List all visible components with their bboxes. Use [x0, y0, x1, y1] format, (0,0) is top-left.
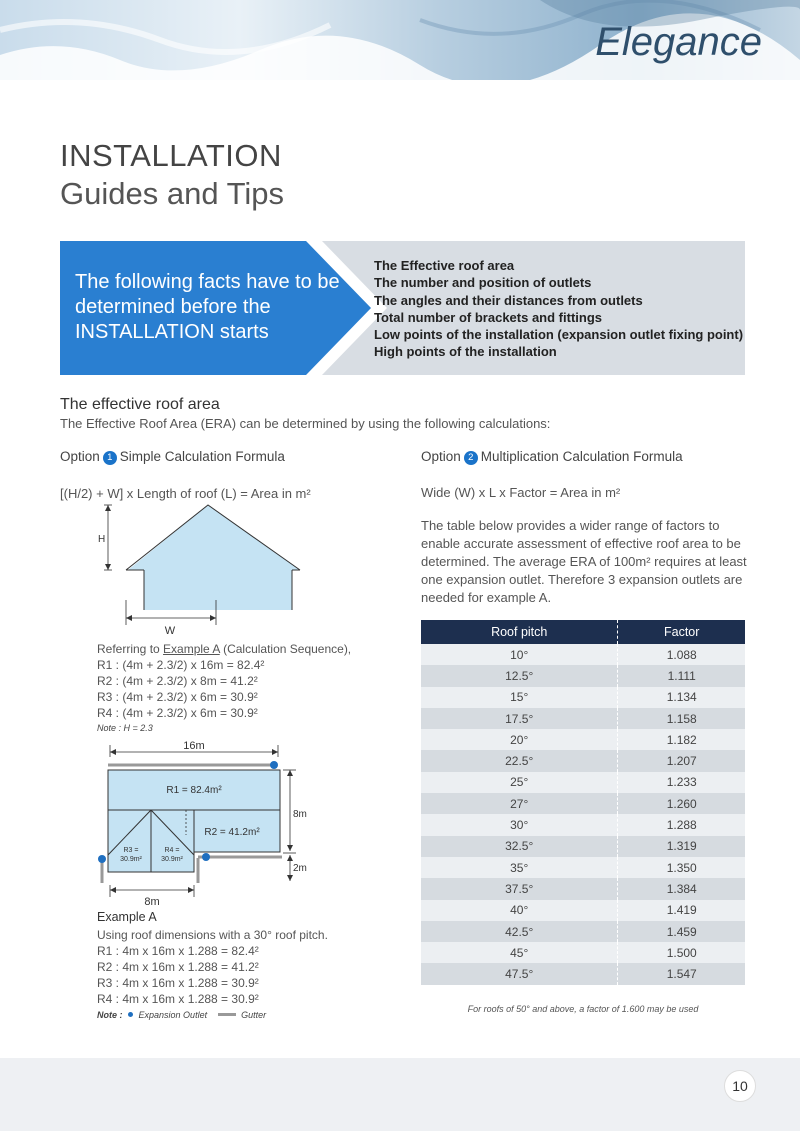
- facts-item: Low points of the installation (expansion outlet fixing point): [374, 327, 744, 343]
- cell-roof-pitch: 37.5°: [421, 878, 618, 899]
- table-row: [421, 878, 745, 899]
- roof-plan-diagram: [90, 735, 320, 910]
- table-row: [421, 921, 745, 942]
- plan-bottom-dim: 8m: [144, 896, 160, 908]
- option2-formula: Wide (W) x L x Factor = Area in m²: [421, 485, 621, 500]
- table-row: [421, 814, 745, 835]
- plan-r2: R2 = 41.2m²: [204, 827, 260, 838]
- cell-roof-pitch: 15°: [421, 687, 618, 708]
- cell-factor: 1.547: [618, 963, 745, 984]
- facts-item: High points of the installation: [374, 344, 557, 360]
- cell-roof-pitch: 25°: [421, 772, 618, 793]
- plan-r3-value: 30.9m²: [120, 856, 142, 863]
- calc-line: R1 : (4m + 2.3/2) x 16m = 82.4²: [97, 658, 265, 672]
- referring-suffix: (Calculation Sequence),: [219, 642, 352, 656]
- note-h: Note : H = 2.3: [97, 723, 153, 733]
- facts-lead-text: The following facts have to be determined before the INSTALLATION starts: [75, 271, 340, 343]
- plan-right-dim: 8m: [293, 809, 307, 820]
- option-label: Multiplication Calculation Formula: [480, 449, 683, 464]
- table-row: [421, 857, 745, 878]
- page-subtitle: Guides and Tips: [60, 176, 285, 211]
- page-number: 10: [724, 1070, 756, 1102]
- cell-roof-pitch: 32.5°: [421, 836, 618, 857]
- table-footnote: For roofs of 50° and above, a factor of 1.600 may be used: [467, 1004, 699, 1014]
- table-row: [421, 963, 745, 984]
- era-description: The Effective Roof Area (ERA) can be determined by using the following calculations:: [60, 416, 551, 431]
- option2-heading: [421, 449, 683, 465]
- legend-gutter: Gutter: [241, 1010, 267, 1020]
- example-description: Using roof dimensions with a 30° roof pitch.: [97, 928, 328, 942]
- table-row: [421, 772, 745, 793]
- cell-factor: 1.233: [618, 772, 745, 793]
- calc-line: R2 : (4m + 2.3/2) x 8m = 41.2²: [97, 674, 258, 688]
- table-row: [421, 665, 745, 686]
- table-row: [421, 687, 745, 708]
- table-row: [421, 750, 745, 771]
- plan-r4-value: 30.9m²: [161, 856, 183, 863]
- roof-pitch-factor-table: [421, 620, 745, 985]
- option-word: Option: [421, 449, 461, 464]
- cell-roof-pitch: 30°: [421, 814, 618, 835]
- cell-factor: 1.088: [618, 644, 745, 665]
- brand-logo: Elegance: [595, 20, 762, 64]
- example-line: R2 : 4m x 16m x 1.288 = 41.2²: [97, 960, 259, 974]
- gutter-legend-icon: [218, 1013, 236, 1016]
- legend-note: Note :: [97, 1010, 123, 1020]
- table-header-row: [421, 620, 745, 644]
- diagram-legend: [97, 1010, 266, 1020]
- calc-line: R3 : (4m + 2.3/2) x 6m = 30.9²: [97, 690, 258, 704]
- referring-prefix: Referring to: [97, 642, 164, 656]
- header-factor: Factor: [618, 620, 745, 644]
- cell-factor: 1.384: [618, 878, 745, 899]
- legend-outlet: Expansion Outlet: [138, 1010, 208, 1020]
- cell-factor: 1.459: [618, 921, 745, 942]
- example-line: R4 : 4m x 16m x 1.288 = 30.9²: [97, 992, 259, 1006]
- cell-roof-pitch: 42.5°: [421, 921, 618, 942]
- option-word: Option: [60, 449, 100, 464]
- cell-factor: 1.319: [618, 836, 745, 857]
- table-row: [421, 644, 745, 665]
- plan-r1: R1 = 82.4m²: [166, 785, 222, 796]
- plan-r4-label: R4 =: [164, 847, 180, 854]
- option-label: Simple Calculation Formula: [119, 449, 285, 464]
- header-water-banner: [0, 0, 800, 80]
- example-line: R1 : 4m x 16m x 1.288 = 82.4²: [97, 944, 259, 958]
- cell-roof-pitch: 27°: [421, 793, 618, 814]
- cell-factor: 1.158: [618, 708, 745, 729]
- h-label: H: [98, 534, 106, 545]
- cell-factor: 1.134: [618, 687, 745, 708]
- cell-roof-pitch: 35°: [421, 857, 618, 878]
- table-row: [421, 900, 745, 921]
- example-a-link[interactable]: Example A: [163, 642, 220, 656]
- facts-list: [374, 257, 743, 361]
- example-line: R3 : 4m x 16m x 1.288 = 30.9²: [97, 976, 259, 990]
- header-roof-pitch: Roof pitch: [421, 620, 618, 644]
- table-row: [421, 793, 745, 814]
- facts-item: The number and position of outlets: [374, 275, 592, 291]
- option1-heading: [60, 449, 285, 465]
- table-row: [421, 729, 745, 750]
- outlet-dot: [270, 761, 278, 769]
- option-number-badge: 2: [464, 451, 478, 465]
- cell-factor: 1.288: [618, 814, 745, 835]
- calc-line: R4 : (4m + 2.3/2) x 6m = 30.9²: [97, 706, 258, 720]
- plan-r3-label: R3 =: [123, 847, 139, 854]
- footer-band: [0, 1058, 800, 1131]
- cell-factor: 1.111: [618, 665, 745, 686]
- cell-roof-pitch: 10°: [421, 644, 618, 665]
- cell-roof-pitch: 47.5°: [421, 963, 618, 984]
- cell-factor: 1.182: [618, 729, 745, 750]
- w-label: W: [164, 625, 176, 637]
- table-row: [421, 836, 745, 857]
- cell-roof-pitch: 12.5°: [421, 665, 618, 686]
- cell-factor: 1.500: [618, 942, 745, 963]
- cell-factor: 1.419: [618, 900, 745, 921]
- example-title: Example A: [97, 910, 157, 924]
- facts-item: The angles and their distances from outlets: [374, 292, 643, 308]
- cell-factor: 1.260: [618, 793, 745, 814]
- roof-profile-diagram: [92, 500, 312, 640]
- option1-formula: [(H/2) + W] x Length of roof (L) = Area in m²: [60, 486, 311, 501]
- era-heading: The effective roof area: [60, 396, 220, 413]
- referring-text: [97, 641, 351, 657]
- cell-roof-pitch: 17.5°: [421, 708, 618, 729]
- outlet-legend-icon: [128, 1012, 133, 1017]
- plan-right-dim2: 2m: [293, 863, 307, 874]
- option-number-badge: 1: [103, 451, 117, 465]
- cell-roof-pitch: 45°: [421, 942, 618, 963]
- cell-factor: 1.207: [618, 750, 745, 771]
- table-paragraph: The table below provides a wider range of factors to enable accurate assessment of effective roof area to be determined. The average ERA of 100m² requires at least one expansion outlet. Therefore 3 expansion outlets are needed for example A.: [421, 518, 747, 605]
- table-row: [421, 708, 745, 729]
- cell-roof-pitch: 22.5°: [421, 750, 618, 771]
- facts-item: Total number of brackets and fittings: [374, 309, 603, 325]
- cell-roof-pitch: 40°: [421, 900, 618, 921]
- plan-top-dim: 16m: [183, 740, 205, 752]
- cell-factor: 1.350: [618, 857, 745, 878]
- cell-roof-pitch: 20°: [421, 729, 618, 750]
- facts-item: The Effective roof area: [374, 258, 515, 273]
- table-row: [421, 942, 745, 963]
- outlet-dot: [202, 853, 210, 861]
- page-title: INSTALLATION: [60, 138, 282, 173]
- outlet-dot: [98, 855, 106, 863]
